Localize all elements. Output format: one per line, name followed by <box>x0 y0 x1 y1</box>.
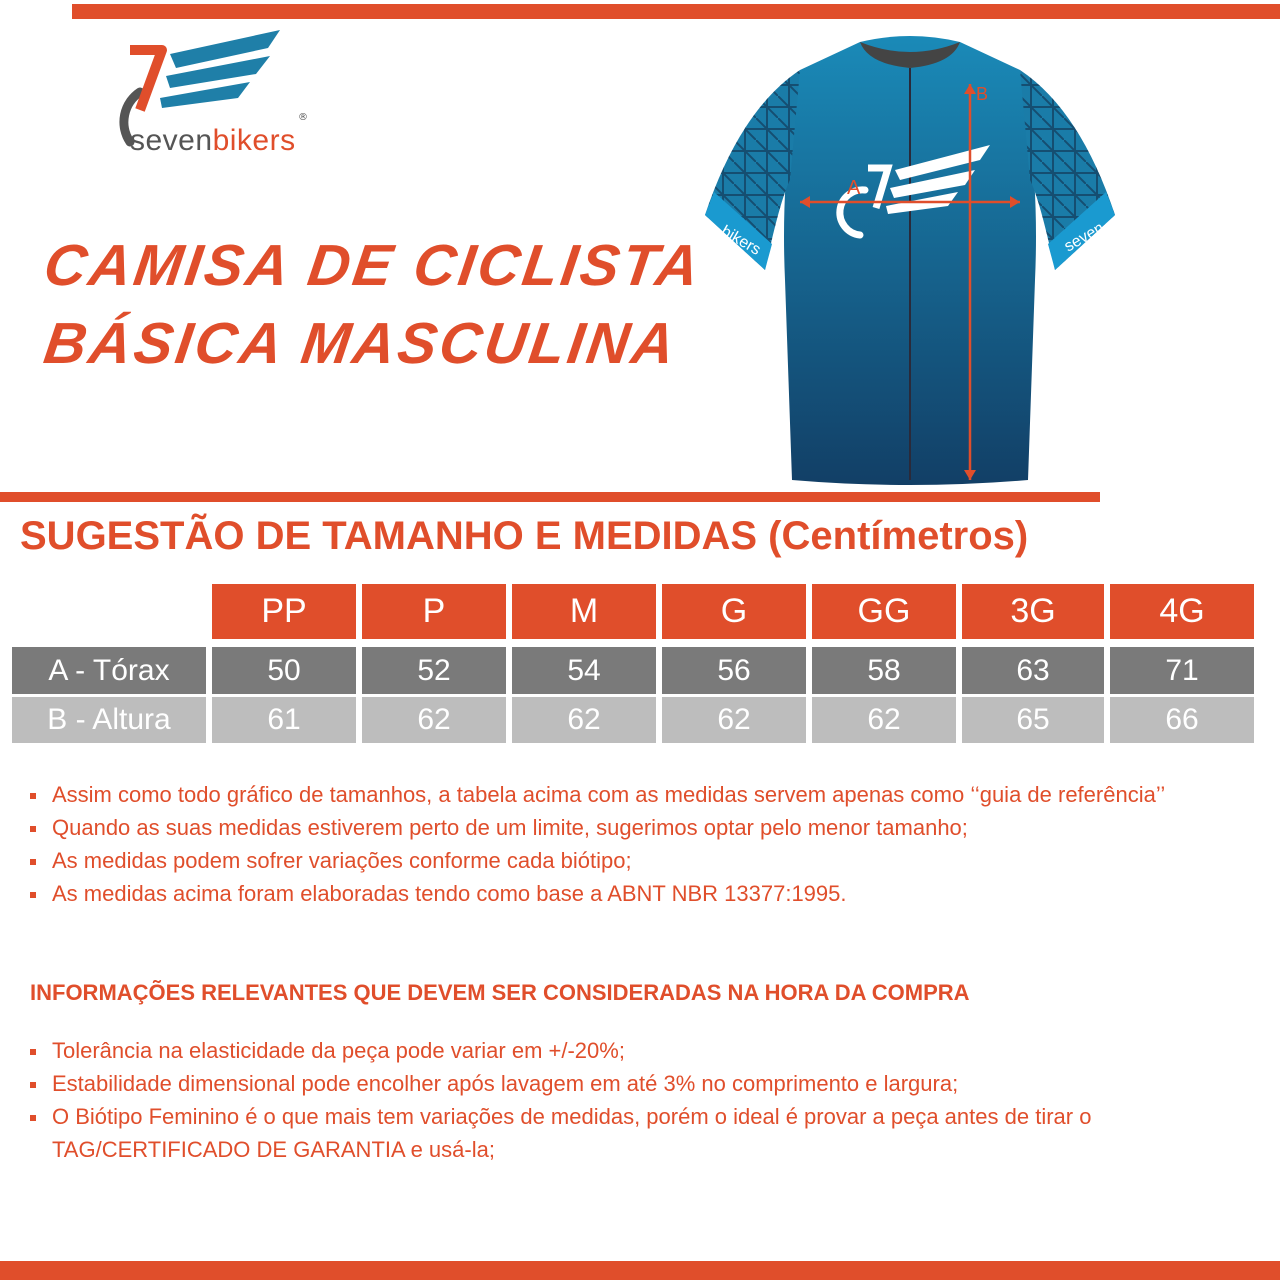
table-cell: 62 <box>512 697 656 743</box>
measure-b-label: B <box>976 84 989 104</box>
table-cell: 56 <box>662 647 806 694</box>
note-item: Quando as suas medidas estiverem perto de um limite, sugerimos optar pelo menor tamanho; <box>28 811 1228 844</box>
table-cell: 62 <box>662 697 806 743</box>
info-list <box>28 1034 1238 1166</box>
note-item: Assim como todo gráfico de tamanhos, a tabela acima com as medidas servem apenas como ‘‘guia de referência’’ <box>28 778 1228 811</box>
size-header: M <box>512 584 656 639</box>
table-cell: 65 <box>962 697 1104 743</box>
row-label-altura: B - Altura <box>12 697 206 743</box>
table-cell: 66 <box>1110 697 1254 743</box>
size-section-heading: SUGESTÃO DE TAMANHO E MEDIDAS (Centímetros) <box>20 514 1029 558</box>
table-cell: 54 <box>512 647 656 694</box>
info-heading: INFORMAÇÕES RELEVANTES QUE DEVEM SER CONSIDERADAS NA HORA DA COMPRA <box>30 980 970 1005</box>
sleeve-text-right: seven <box>1061 219 1107 256</box>
table-cell: 71 <box>1110 647 1254 694</box>
bottom-accent-bar <box>0 1261 1280 1280</box>
registered-mark: ® <box>298 112 308 123</box>
info-item: O Biótipo Feminino é o que mais tem variações de medidas, porém o ideal é provar a peça antes de tirar o TAG/CERTIFICADO DE GARANTIA e usá-la; <box>28 1100 1238 1166</box>
product-title-line-2: BÁSICA MASCULINA <box>40 311 682 376</box>
table-cell: 61 <box>212 697 356 743</box>
size-header: 3G <box>962 584 1104 639</box>
top-accent-bar <box>72 4 1280 19</box>
product-title-line-1: CAMISA DE CICLISTA <box>40 233 706 298</box>
table-cell: 52 <box>362 647 506 694</box>
jersey-illustration <box>690 30 1130 490</box>
logo-wordmark: sevenbikers <box>130 124 296 157</box>
size-header: GG <box>812 584 956 639</box>
measure-a-label: A <box>847 177 861 199</box>
info-item: Tolerância na elasticidade da peça pode variar em +/-20%; <box>28 1034 1238 1067</box>
row-label-torax: A - Tórax <box>12 647 206 694</box>
table-cell: 62 <box>812 697 956 743</box>
note-item: As medidas acima foram elaboradas tendo como base a ABNT NBR 13377:1995. <box>28 877 1228 910</box>
size-header: 4G <box>1110 584 1254 639</box>
table-cell: 63 <box>962 647 1104 694</box>
size-header: PP <box>212 584 356 639</box>
info-item: Estabilidade dimensional pode encolher após lavagem em até 3% no comprimento e largura; <box>28 1067 1238 1100</box>
sleeve-text-left: bikers <box>718 222 764 259</box>
section-divider-bar <box>0 492 1100 502</box>
table-cell: 58 <box>812 647 956 694</box>
size-header: G <box>662 584 806 639</box>
table-cell: 50 <box>212 647 356 694</box>
note-item: As medidas podem sofrer variações conforme cada biótipo; <box>28 844 1228 877</box>
table-cell: 62 <box>362 697 506 743</box>
size-notes-list <box>28 778 1228 910</box>
size-header: P <box>362 584 506 639</box>
